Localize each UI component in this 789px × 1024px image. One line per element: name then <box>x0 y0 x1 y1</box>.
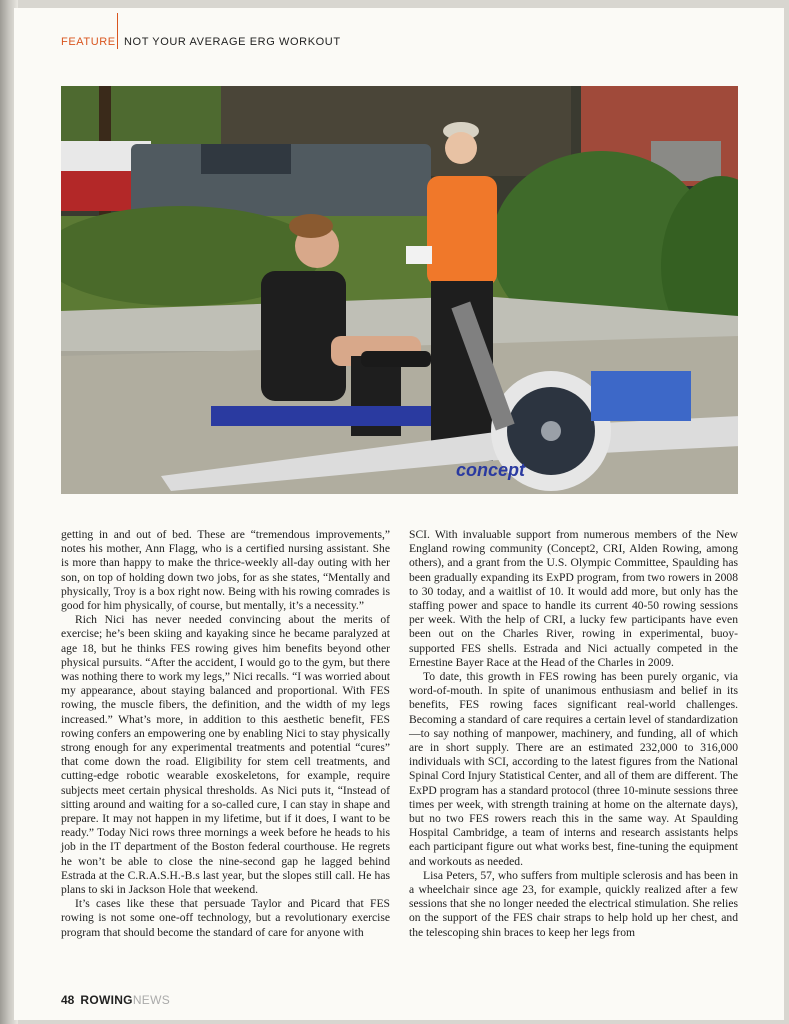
magazine-name-bold: ROWING <box>80 993 133 1007</box>
header-divider <box>117 13 118 49</box>
article-running-title: NOT YOUR AVERAGE ERG WORKOUT <box>124 36 341 48</box>
paragraph: SCI. With invaluable support from numerous members of the New England rowing community (Concept2, CRI, Alden Rowing, among others), and a grant from the U.S. Olympic Committee, Spaulding has been gradually expanding its ExPD program, from two rowers in 2008 to 30 today, and a waitlist of 10. It would add more, but only has the staffing power and space to handle its current 40-50 rowing sessions per week. With the help of CRI, a lucky few participants have even been out on the Charles River, rowing in experimental, buoy-supported FES shells. Estrada and Nici actually competed in the Ernestine Bayer Race at the Head of the Charles in 2009. <box>409 528 738 669</box>
paragraph: To date, this growth in FES rowing has been purely organic, via word-of-mouth. In spite of unanimous enthusiasm and belief in its benefits, FES rowing faces significant real-world challenges. Becoming a standard of care requires a certain level of standardization—to say nothing of manpower, machinery, and funding, all of which are in short supply. There are an estimated 232,000 to 316,000 individuals with SCI, according to the latest figures from the National Spinal Cord Injury Statistical Center, and all of them are different. The ExPD program has a standard protocol (three 10-minute sessions three times per week, with strength training at home on the alternate days), but no two FES rowers reach this in the same way. At Spaulding Hospital Cambridge, a team of interns and research assistants helps each participant figure out what works best, fine-tuning the equipment and workouts as needed. <box>409 670 738 868</box>
erg-brand-label: concept <box>456 460 526 480</box>
paragraph: It’s cases like these that persuade Taylor and Picard that FES rowing is not some one-off technology, but a revolutionary exercise program that should become the standard of care for anyone with <box>61 897 390 939</box>
page-footer <box>61 993 170 1007</box>
page-number: 48 <box>61 993 75 1007</box>
article-photo <box>61 86 738 494</box>
section-label: FEATURE <box>61 36 116 48</box>
article-column-left <box>61 528 390 940</box>
magazine-name-light: NEWS <box>132 993 171 1007</box>
paragraph: Lisa Peters, 57, who suffers from multiple sclerosis and has been in a wheelchair since age 23, for example, quickly realized after a few sessions that she no longer needed the electrical stimulation. She relies on the support of the FES chair straps to help hold up her chest, and the telescoping shin braces to keep her legs from <box>409 868 738 939</box>
article-column-right <box>409 528 738 940</box>
paragraph: getting in and out of bed. These are “tremendous improvements,” notes his mother, Ann Flagg, who is a certified nursing assistant. She is more than happy to make the thrice-weekly all-day outing with her son, on top of holding down two jobs, for as she states, “Mentally and physically, Troy is a box right now. Being with his rowing comrades is good for him physically, of course, but mentally, it’s a necessity.” <box>61 528 390 613</box>
running-header <box>61 36 116 50</box>
paragraph: Rich Nici has never needed convincing about the merits of exercise; he’s been skiing and kayaking since he became paralyzed at age 18, but he thinks FES rowing gives him benefits beyond other physical pursuits. “After the accident, I would go to the gym, but there was nothing there to work my legs,” Nici recalls. “I was worried about my appearance, about staying balanced and proportional. With FES rowing, the muscle fibers, the definition, and the width of my legs increased.” What’s more, in addition to this aesthetic benefit, FES rowing confers an empowering one by enabling Nici to stay physically strong enough for any experimental treatments and potential “cures” that come down the road. Eligibility for stem cell treatments, and cutting-edge robotic wearable exoskeletons, for example, require subjects meet certain physical thresholds. As Nici puts it, “Instead of sitting around and waiting for a so-called cure, I can stay in shape and prepare. It may not happen in my lifetime, but if it does, I want to be ready.” Today Nici rows three mornings a week before he heads to his job in the IT department of the Boston federal courthouse. He regrets he won’t be able to close the nine-second gap he lagged behind Estrada at the C.R.A.S.H.-B.s last year, but the slopes still call. He has plans to ski in Jackson Hole that weekend. <box>61 613 390 897</box>
